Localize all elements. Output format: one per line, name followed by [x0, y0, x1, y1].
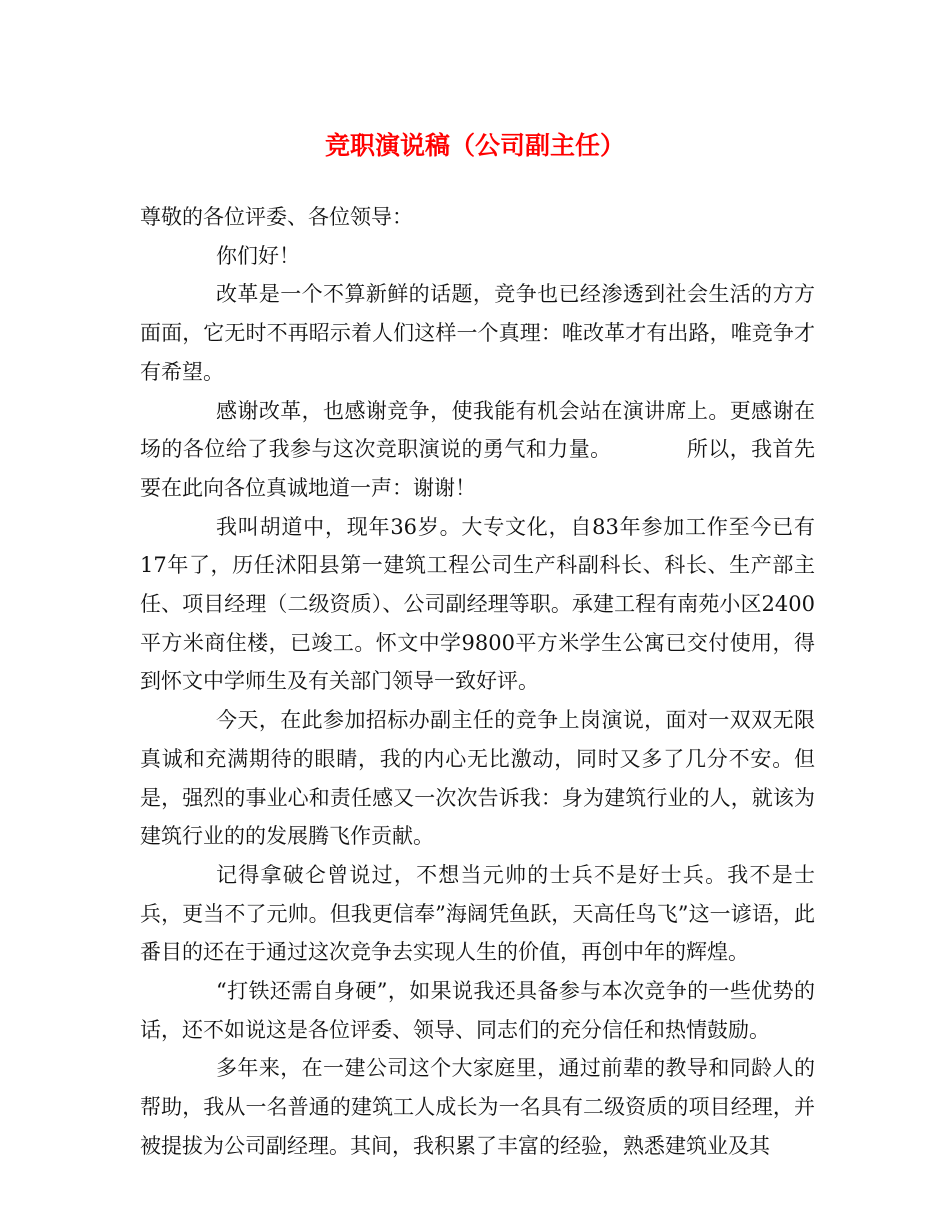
greeting-paragraph: 你们好！ — [216, 243, 300, 268]
document-body — [140, 198, 815, 1166]
body-paragraph: 感谢改革，也感谢竞争，使我能有机会站在演讲席上。更感谢在场的各位给了我参与这次竞职演说的勇气和力量。 所以，我首先要在此向各位真诚地道一声：谢谢！ — [140, 398, 815, 500]
document-title: 竞职演说稿（公司副主任） — [324, 131, 625, 160]
salutation-paragraph: 尊敬的各位评委、各位领导： — [140, 205, 413, 229]
body-paragraph: 今天，在此参加招标办副主任的竞争上岗演说，面对一双双无限真诚和充满期待的眼睛，我的内心无比激动，同时又多了几分不安。但是，强烈的事业心和责任感又一次次告诉我：身为建筑行业的人，就该为建筑行业的的发展腾飞作贡献。 — [140, 708, 815, 849]
body-paragraph: 多年来，在一建公司这个大家庭里，通过前辈的教导和同龄人的帮助，我从一名普通的建筑工人成长为一名具有二级资质的项目经理，并被提拔为公司副经理。其间，我积累了丰富的经验，熟悉建筑业及其 — [140, 1056, 815, 1158]
body-paragraph: 记得拿破仑曾说过，不想当元帅的士兵不是好士兵。我不是士兵，更当不了元帅。但我更信奉”海阔凭鱼跃，天高任鸟飞”这一谚语，此番目的还在于通过这次竞争去实现人生的价值，再创中年的辉煌。 — [140, 862, 815, 965]
body-paragraph: 我叫胡道中，现年36岁。大专文化，自83年参加工作至今已有17年了，历任沭阳县第一建筑工程公司生产科副科长、科长、生产部主任、项目经理（二级资质）、公司副经理等职。承建工程有南苑小区2400平方米商住楼，已竣工。怀文中学9800平方米学生公寓已交付使用，得到怀文中学师生及有关部门领导一致好评。 — [140, 514, 815, 694]
body-paragraph: “打铁还需自身硬”，如果说我还具备参与本次竞争的一些优势的话，还不如说这是各位评委、领导、同志们的充分信任和热情鼓励。 — [140, 979, 815, 1042]
body-paragraph: 改革是一个不算新鲜的话题，竞争也已经渗透到社会生活的方方面面，它无时不再昭示着人们这样一个真理：唯改革才有出路，唯竞争才有希望。 — [140, 282, 815, 384]
